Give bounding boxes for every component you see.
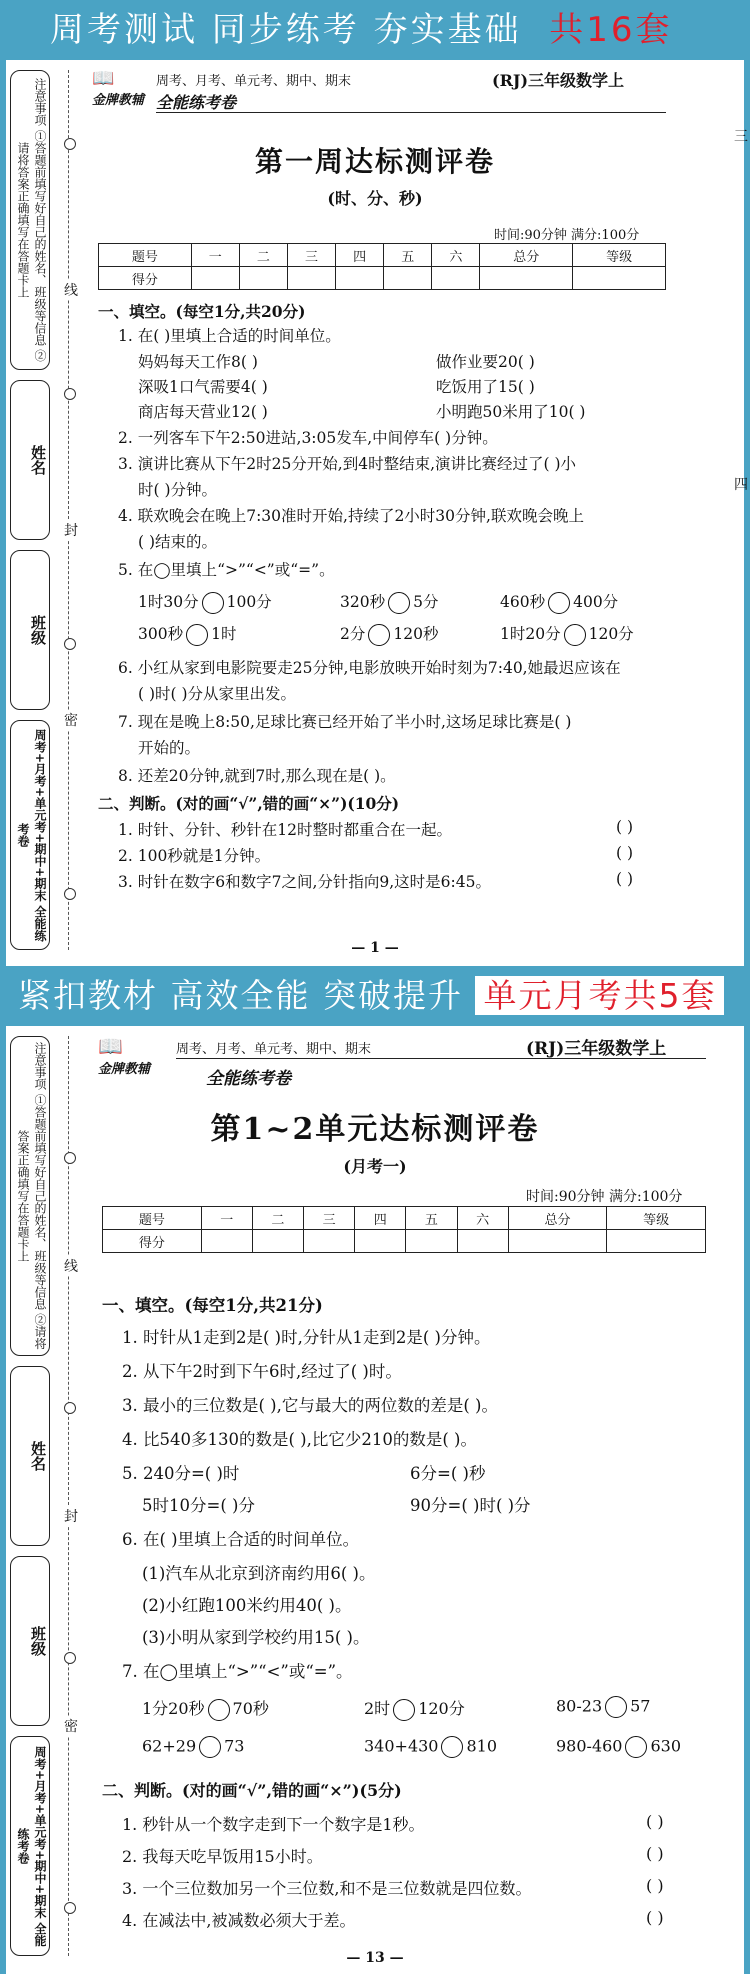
page-subtitle: (时、分、秒) xyxy=(327,189,423,208)
answer-circle[interactable] xyxy=(564,624,586,646)
top-banner xyxy=(0,0,750,60)
question-7-cont: 开始的。 xyxy=(138,739,201,757)
question-6c: (3)小明从家到学校约用15( )。 xyxy=(142,1628,370,1647)
compare-row xyxy=(340,590,438,614)
score-row xyxy=(99,267,666,290)
question-2: 2. 一列客车下午2:50进站,3:05发车,中间停车( )分钟。 xyxy=(118,429,498,447)
judge-2-answer[interactable]: ( ) xyxy=(646,1844,664,1863)
binding-hole xyxy=(64,1652,76,1664)
compare-right: 100分 xyxy=(226,593,272,611)
compare-row xyxy=(556,1736,681,1758)
section-1-heading: 一、填空。(每空1分,共20分) xyxy=(98,302,306,321)
question-3: 3. 演讲比赛从下午2时25分开始,到4时整结束,演讲比赛经过了( )小 xyxy=(118,455,577,473)
compare-row xyxy=(142,1736,244,1758)
score-cell[interactable] xyxy=(607,1230,706,1253)
answer-circle[interactable] xyxy=(441,1736,463,1758)
compare-right: 120分 xyxy=(588,625,634,643)
judge-4: 4. 在减法中,被减数必须大于差。 xyxy=(122,1911,356,1930)
compare-left: 460秒 xyxy=(500,593,546,611)
question-1e: 商店每天营业12( ) xyxy=(138,403,268,421)
binding-hole xyxy=(64,1402,76,1414)
header-rule xyxy=(156,112,666,113)
side-char: 四 xyxy=(734,477,748,493)
question-1d: 吃饭用了15( ) xyxy=(436,378,535,396)
question-5c: 5时10分=( )分 xyxy=(142,1496,255,1515)
book-icon: 📖 xyxy=(92,68,115,89)
compare-row xyxy=(500,622,634,646)
question-1a: 妈妈每天工作8( ) xyxy=(138,353,258,371)
compare-right: 73 xyxy=(224,1736,245,1756)
seal-char-feng: 封 xyxy=(64,520,78,540)
compare-left: 320秒 xyxy=(340,593,386,611)
brand-box: 周考+月考+单元考+期中+期末 全能练考卷 xyxy=(10,1736,50,1956)
question-8: 8. 还差20分钟,就到7时,那么现在是( )。 xyxy=(118,767,396,785)
binding-hole xyxy=(64,638,76,650)
answer-circle[interactable] xyxy=(388,592,410,614)
exam-page-1 xyxy=(0,60,750,966)
side-char: 三 xyxy=(734,129,748,145)
question-1b: 做作业要20( ) xyxy=(436,353,535,371)
compare-row xyxy=(500,590,618,614)
exam-types: 周考、月考、单元考、期中、期末 xyxy=(176,1042,372,1057)
question-7: 7. 在◯里填上“>”“<”或“=”。 xyxy=(122,1662,353,1681)
notice-box: 注意事项 ①答题前填写好自己的姓名、班级等信息 ②请将答案正确填写在答题卡上 xyxy=(10,1036,50,1356)
top-banner-highlight: 共16套 xyxy=(549,10,673,50)
compare-right: 120分 xyxy=(418,1699,465,1718)
seal-char-mi: 密 xyxy=(64,710,78,730)
mid-banner-text: 紧扣教材 高效全能 突破提升 xyxy=(18,976,463,1015)
compare-right: 400分 xyxy=(573,593,619,611)
answer-circle[interactable] xyxy=(208,1699,230,1721)
score-header-cell: 五 xyxy=(406,1207,457,1230)
score-header-cell: 等级 xyxy=(607,1207,706,1230)
score-cell[interactable] xyxy=(573,267,666,290)
judge-2: 2. 我每天吃早饭用15小时。 xyxy=(122,1847,323,1866)
compare-row xyxy=(138,622,236,646)
score-cell[interactable] xyxy=(432,267,480,290)
compare-right: 810 xyxy=(466,1736,498,1756)
compare-row xyxy=(364,1696,465,1721)
question-3: 3. 最小的三位数是( ),它与最大的两位数的差是( )。 xyxy=(122,1396,498,1415)
page-number: — 1 — xyxy=(351,940,399,956)
compare-row xyxy=(142,1696,269,1721)
judge-3-answer[interactable]: ( ) xyxy=(616,870,634,888)
score-cell[interactable] xyxy=(336,267,384,290)
score-header-cell: 三 xyxy=(287,244,335,267)
compare-left: 80-23 xyxy=(556,1696,603,1716)
score-header-cell: 二 xyxy=(239,244,287,267)
score-header-cell: 三 xyxy=(303,1207,354,1230)
brand-logo xyxy=(92,68,144,108)
question-6b: (2)小红跑100米约用40( )。 xyxy=(142,1596,352,1615)
answer-circle[interactable] xyxy=(393,1699,415,1721)
question-2: 2. 从下午2时到下午6时,经过了( )时。 xyxy=(122,1362,402,1381)
score-cell[interactable] xyxy=(480,267,573,290)
seal-char-mi: 密 xyxy=(64,1716,78,1736)
question-5a: 5. 240分=( )时 xyxy=(122,1464,240,1483)
book-icon: 📖 xyxy=(98,1034,123,1058)
compare-left: 62+29 xyxy=(142,1736,197,1756)
judge-3-answer[interactable]: ( ) xyxy=(646,1876,664,1895)
compare-right: 1时 xyxy=(211,625,237,643)
name-box: 姓名 xyxy=(10,380,50,540)
page-title: 第一周达标测评卷 xyxy=(254,145,495,178)
seal-char-xian: 线 xyxy=(64,280,78,300)
series-name: 全能练考卷 xyxy=(206,1069,291,1089)
answer-circle[interactable] xyxy=(625,1736,647,1758)
name-box: 姓名 xyxy=(10,1366,50,1546)
judge-2-answer[interactable]: ( ) xyxy=(616,844,634,862)
seal-char-feng: 封 xyxy=(64,1506,78,1526)
score-cell[interactable] xyxy=(239,267,287,290)
question-6-cont: ( )时( )分从家里出发。 xyxy=(138,685,297,703)
question-6a: (1)汽车从北京到济南约用6( )。 xyxy=(142,1564,376,1583)
exam-page-2 xyxy=(0,1026,750,1974)
score-header-row xyxy=(103,1207,706,1230)
judge-1: 1. 秒针从一个数字走到下一个数字是1秒。 xyxy=(122,1815,425,1834)
logo-text: 金牌教辅 xyxy=(92,93,145,108)
score-cell[interactable] xyxy=(287,267,335,290)
compare-left: 1时20分 xyxy=(500,625,561,643)
score-header-cell: 六 xyxy=(432,244,480,267)
compare-left: 1时30分 xyxy=(138,593,199,611)
binding-hole xyxy=(64,388,76,400)
score-row-label: 得分 xyxy=(99,267,192,290)
score-header-cell: 四 xyxy=(336,244,384,267)
page-subtitle: (月考一) xyxy=(343,1157,407,1176)
class-box: 班级 xyxy=(10,1556,50,1726)
score-row xyxy=(103,1230,706,1253)
grade-label: (RJ)三年级数学上 xyxy=(526,1039,667,1059)
compare-row xyxy=(556,1696,650,1718)
score-header-cell: 一 xyxy=(191,244,239,267)
binding-hole xyxy=(64,888,76,900)
header-rule xyxy=(176,1058,706,1059)
compare-right: 70秒 xyxy=(232,1699,269,1718)
judge-3: 3. 时针在数字6和数字7之间,分针指向9,这时是6:45。 xyxy=(118,873,491,891)
score-header-cell: 题号 xyxy=(103,1207,202,1230)
question-6: 6. 小红从家到电影院要走25分钟,电影放映开始时刻为7:40,她最迟应该在 xyxy=(118,659,621,677)
score-header-cell: 五 xyxy=(384,244,432,267)
time-info: 时间:90分钟 满分:100分 xyxy=(526,1189,683,1205)
score-cell[interactable] xyxy=(201,1230,252,1253)
compare-right: 630 xyxy=(650,1736,682,1756)
question-1f: 小明跑50米用了10( ) xyxy=(436,403,586,421)
question-4-cont: ( )结束的。 xyxy=(138,533,218,551)
binding-hole xyxy=(64,1902,76,1914)
question-5d: 90分=( )时( )分 xyxy=(410,1496,531,1515)
class-box: 班级 xyxy=(10,550,50,710)
score-cell[interactable] xyxy=(384,267,432,290)
compare-left: 1分20秒 xyxy=(142,1699,205,1718)
compare-left: 340+430 xyxy=(364,1736,439,1756)
compare-right: 5分 xyxy=(413,593,439,611)
compare-right: 57 xyxy=(630,1696,651,1716)
compare-left: 300秒 xyxy=(138,625,184,643)
brand-box: 周考+月考+单元考+期中+期末 全能练考卷 xyxy=(10,720,50,950)
score-header-cell: 等级 xyxy=(573,244,666,267)
mid-banner-highlight: 单元月考共5套 xyxy=(475,976,724,1015)
compare-left: 2分 xyxy=(340,625,366,643)
score-header-cell: 总分 xyxy=(480,244,573,267)
grade-label: (RJ)三年级数学上 xyxy=(492,71,625,90)
score-cell[interactable] xyxy=(406,1230,457,1253)
compare-row xyxy=(138,590,272,614)
score-cell[interactable] xyxy=(355,1230,406,1253)
judge-1: 1. 时针、分针、秒针在12时整时都重合在一起。 xyxy=(118,821,452,839)
score-header-cell: 四 xyxy=(355,1207,406,1230)
score-header-cell: 题号 xyxy=(99,244,192,267)
compare-left: 2时 xyxy=(364,1699,391,1718)
score-header-cell: 二 xyxy=(252,1207,303,1230)
score-header-cell: 一 xyxy=(201,1207,252,1230)
answer-circle[interactable] xyxy=(368,624,390,646)
brand-logo xyxy=(98,1034,150,1077)
score-cell[interactable] xyxy=(303,1230,354,1253)
time-info: 时间:90分钟 满分:100分 xyxy=(494,228,640,243)
top-banner-text: 周考测试 同步练考 夯实基础 xyxy=(50,10,522,50)
question-5: 5. 在◯里填上“>”“<”或“=”。 xyxy=(118,561,335,579)
score-header-cell: 总分 xyxy=(508,1207,607,1230)
answer-circle[interactable] xyxy=(199,1736,221,1758)
exam-types: 周考、月考、单元考、期中、期末 xyxy=(156,74,352,89)
score-header-cell: 六 xyxy=(457,1207,508,1230)
question-1c: 深吸1口气需要4( ) xyxy=(138,378,268,396)
page-title: 第1~2单元达标测评卷 xyxy=(210,1112,540,1147)
score-header-row xyxy=(99,244,666,267)
seal-char-xian: 线 xyxy=(64,1256,78,1276)
compare-row xyxy=(340,622,438,646)
judge-1-answer[interactable]: ( ) xyxy=(646,1812,664,1831)
question-5b: 6分=( )秒 xyxy=(410,1464,486,1483)
compare-row xyxy=(364,1736,497,1758)
mid-banner xyxy=(0,966,750,1026)
logo-text: 金牌教辅 xyxy=(98,1062,151,1077)
compare-right: 120秒 xyxy=(393,625,439,643)
judge-2: 2. 100秒就是1分钟。 xyxy=(118,847,271,865)
compare-left: 980-460 xyxy=(556,1736,623,1756)
score-cell[interactable] xyxy=(252,1230,303,1253)
section-2-heading: 二、判断。(对的画“√”,错的画“×”)(5分) xyxy=(102,1781,402,1800)
judge-1-answer[interactable]: ( ) xyxy=(616,818,634,836)
answer-circle[interactable] xyxy=(202,592,224,614)
score-table xyxy=(102,1206,706,1253)
notice-box: 注意事项 ①答题前填写好自己的姓名、班级等信息 ②请将答案正确填写在答题卡上 xyxy=(10,70,50,370)
score-cell[interactable] xyxy=(191,267,239,290)
score-table xyxy=(98,243,666,290)
section-1-heading: 一、填空。(每空1分,共21分) xyxy=(102,1296,323,1315)
question-7: 7. 现在是晚上8:50,足球比赛已经开始了半小时,这场足球比赛是( ) xyxy=(118,713,572,731)
question-4: 4. 比540多130的数是( ),比它少210的数是( )。 xyxy=(122,1430,477,1449)
question-1: 1. 在( )里填上合适的时间单位。 xyxy=(118,327,341,345)
question-6: 6. 在( )里填上合适的时间单位。 xyxy=(122,1530,360,1549)
answer-circle[interactable] xyxy=(548,592,570,614)
score-row-label: 得分 xyxy=(103,1230,202,1253)
answer-circle[interactable] xyxy=(186,624,208,646)
score-cell[interactable] xyxy=(508,1230,607,1253)
section-2-heading: 二、判断。(对的画“√”,错的画“×”)(10分) xyxy=(98,794,400,813)
score-cell[interactable] xyxy=(457,1230,508,1253)
judge-4-answer[interactable]: ( ) xyxy=(646,1908,664,1927)
question-1: 1. 时针从1走到2是( )时,分针从1走到2是( )分钟。 xyxy=(122,1328,491,1347)
question-3-cont: 时( )分钟。 xyxy=(138,481,218,499)
judge-3: 3. 一个三位数加另一个三位数,和不是三位数就是四位数。 xyxy=(122,1879,532,1898)
question-4: 4. 联欢晚会在晚上7:30准时开始,持续了2小时30分钟,联欢晚会晚上 xyxy=(118,507,584,525)
series-name: 全能练考卷 xyxy=(156,93,237,112)
page-number: — 13 — xyxy=(346,1950,404,1966)
answer-circle[interactable] xyxy=(605,1696,627,1718)
